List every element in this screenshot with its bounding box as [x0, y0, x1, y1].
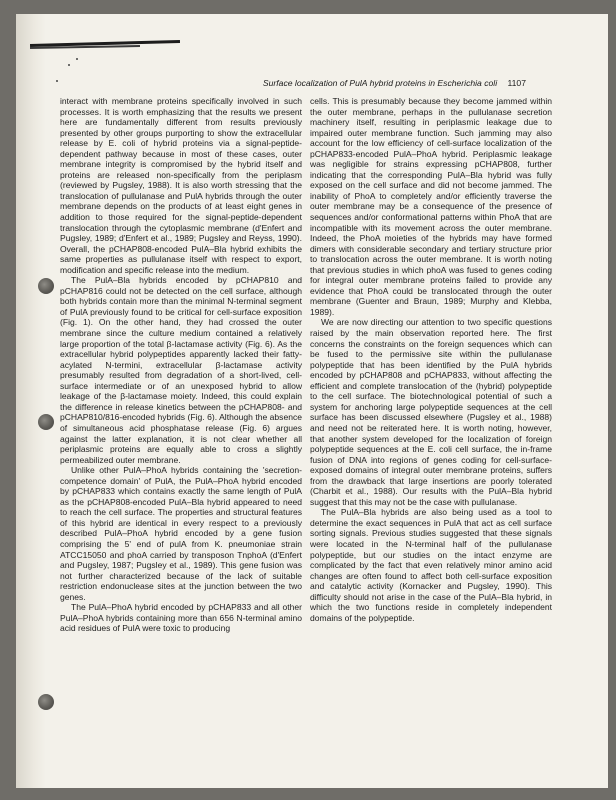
right-column	[310, 96, 552, 623]
paragraph: The PulA–Bla hybrids encoded by pCHAP810 and pCHAP816 could not be detected on the cell surface, although both hybrids contain more than the minimal N-terminal segment of PulA previously found to be critical for cell-surface exposition (Fig. 1). On the other hand, they had crossed the outer membrane since the culture medium contained a relatively large proportion of the total β-lactamase activity (Fig. 6). As the extracellular hybrid polypeptides apparently lacked their fatty-acylated N-termini, extracellular β-lactamase activity presumably resulted from degradation of a short-lived, cell-surface intermediate or of an unexposed hybrid to allow leakage of the β-lactamase moiety. Indeed, this could explain the difference in release kinetics between the pCHAP808- and pCHAP810/816-encoded hybrids (Fig. 6). Although the absence of simultaneous acid phosphatase release (Fig. 6) argues against the latter explanation, it is not clear whether all periplasmic proteins are equally able to cross a slightly permeabilized outer membrane.	[60, 275, 302, 465]
paragraph: cells. This is presumably because they become jammed within the outer membrane, perhaps in the pullulanase secretion machinery itself, resulting in periplasmic leakage due to impaired outer membrane function. Such jamming may also account for the low efficiency of cell-surface localization of the pCHAP833-encoded PulA–PhoA hybrid. Periplasmic leakage was negligible for strains expressing pCHAP808, further indicating that the corresponding PulA–Bla hybrid was fully exposed on the cell surface and did not become jammed. The inability of PhoA to completely and/or efficiently traverse the outer membrane may be a consequence of the presence of sequences and/or conformational patterns within PhoA that are incompatible with its movement across the outer membrane. Indeed, the PhoA moieties of the hybrids may have formed dimers with considerable secondary and tertiary structure prior to translocation across the outer membrane. It is worth noting that previous studies in which phoA was fused to genes coding for integral outer membrane proteins failed to provide any evidence that PhoA could be translocated through the outer membrane (Guenter and Braun, 1989; Murphy and Klebba, 1989).	[310, 96, 552, 317]
running-header	[263, 78, 526, 88]
paragraph: The PulA–PhoA hybrid encoded by pCHAP833 and all other PulA–PhoA hybrids containing more than 656 N-terminal amino acid residues of PulA were toxic to producing	[60, 602, 302, 634]
left-column	[60, 96, 302, 634]
page-number: 1107	[507, 78, 526, 88]
paragraph: interact with membrane proteins specifically involved in such processes. It is worth emphasizing that the results we present here are fundamentally different from results previously presented by other groups purporting to show the extracellular release by E. coli of hybrid proteins via a signal-peptide-dependent pathway because in most of these cases, outer membrane integrity is compromised by the hybrid itself and proteins are released non-specifically from the periplasm (reviewed by Pugsley, 1988). It is also worth stressing that the translocation of pullulanase and PulA hybrids through the outer membrane depends on the products of at least eight genes in addition to those required for the signal-peptide-dependent translocation through the cytoplasmic membrane (d'Enfert and Pugsley, 1989; d'Enfert et al., 1989; Pugsley and Reyss, 1990). Overall, the pCHAP808-encoded PulA–Bla hybrid exhibits the same properties as pullulanase itself with respect to export, modification and specific release into the medium.	[60, 96, 302, 275]
running-title: Surface localization of PulA hybrid proteins in Escherichia coli	[262, 78, 498, 88]
paragraph: The PulA–Bla hybrids are also being used as a tool to determine the exact sequences in PulA that act as cell surface sorting signals. Previous studies suggested that these signals were located in the N-terminal half of the pullulanase polypeptide, but our studies on the intact enzyme are complicated by the fact that even relatively minor amino acid changes are often found to affect both cell-surface exposition and catalytic activity (Kornacker and Pugsley, 1990). This difficulty should not arise in the case of the PulA–Bla hybrid, in which the two functions reside in completely independent domains of the polypeptide.	[310, 507, 552, 623]
paragraph: We are now directing our attention to two specific questions raised by the main observation reported here. The first concerns the constraints on the foreign sequences which can be fused to the permissive site within the pullulanase polypeptide that has been identified by the PulA hybrids encoded by pCHAP808 and pCHAP833, without affecting the efficient and complete translocation of the (hybrid) polypeptide to the cell surface. The biotechnological potential of such a system for anchoring large polypeptide sequences at the cell surface has been discussed elsewhere (Pugsley et al., 1988) and need not be reiterated here. It is worth noting, however, that another system developed for the localization of foreign polypeptide sequences at the E. coli cell surface, the in-frame fusion of DNA into regions of genes coding for cell-surface-exposed domains of integral outer membrane proteins, suffers from the drawback that large insertions are poorly tolerated (Charbit et al., 1988). Our results with the PulA–Bla hybrid suggest that this may not be the case with pullulanase.	[310, 317, 552, 507]
scan-speck	[76, 58, 78, 60]
binder-hole	[38, 278, 54, 294]
scanned-page	[16, 14, 608, 788]
page-edge-shadow	[16, 14, 46, 788]
scan-speck	[68, 64, 70, 66]
paragraph: Unlike other PulA–PhoA hybrids containing the 'secretion-competence domain' of PulA, the PulA–PhoA hybrid encoded by pCHAP833 which contains exactly the same length of PulA as the pCHAP808-encoded PulA–Bla hybrid appeared to need to reach the cell surface. The properties and structural features of this hybrid are identical in every respect to a previously described PulA–PhoA hybrid encoded by a gene fusion comprising the 5' end of pulA from K. pneumoniae strain ATCC15050 and phoA carried by transposon TnphoA (d'Enfert and Pugsley, 1987; Pugsley et al., 1989). This gene fusion was not further characterized because of the lack of suitable restriction endonuclease sites at the junction between the two genes.	[60, 465, 302, 602]
binder-hole	[38, 414, 54, 430]
scan-speck	[56, 80, 58, 82]
binder-hole	[38, 694, 54, 710]
